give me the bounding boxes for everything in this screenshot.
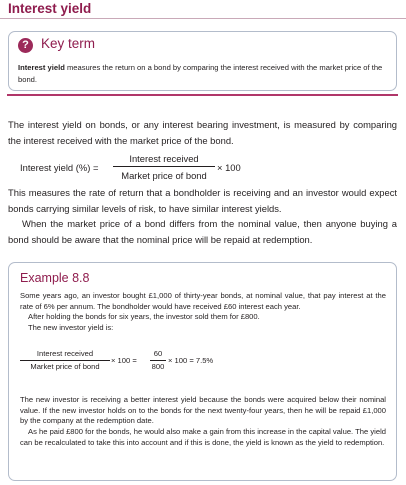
example-box [8, 262, 397, 481]
body-paragraph-3: When the market price of a bond differs from the nominal value, then anyone buying a bond should be aware that the nominal price will be repaid at redemption. [8, 218, 397, 245]
example-fraction-1 [20, 349, 110, 372]
example-title: Example 8.8 [20, 271, 90, 285]
key-term-definition [18, 62, 388, 86]
example-times-1: × 100 = [111, 356, 137, 365]
example-denominator-2: 800 [151, 362, 165, 371]
formula-numerator: Interest received [129, 153, 199, 164]
example-numerator-2: 60 [153, 349, 163, 358]
example-paragraph-1: Some years ago, an investor bought £1,000 of thirty-year bonds, at nominal value, that pay interest at the rate of 6% per annum. The bondholder would have received £60 interest each year. [20, 291, 386, 311]
key-term-term: Interest yield [18, 63, 65, 72]
key-term-box [8, 31, 397, 91]
key-term-heading: Key term [41, 36, 96, 51]
title-divider [0, 18, 406, 19]
example-paragraph-4: The new investor is receiving a better interest yield because the bonds were acquired below their nominal value. If the new investor holds on to the bonds for the next twenty-four years, then he will be repaid £1,000 by the company at the redemption date. [20, 395, 386, 426]
body-paragraph-2: This measures the rate of return that a bondholder is receiving and an investor would expect bonds carrying similar levels of risk, to have similar interest yields. [8, 187, 397, 214]
formula-rhs: × 100 [217, 162, 241, 173]
body-paragraph-1: The interest yield on bonds, or any interest bearing investment, is measured by comparing the interest received with the market price of the bond. [8, 119, 397, 146]
key-term-underline [7, 94, 398, 96]
formula-fraction [113, 152, 215, 182]
example-paragraph-2: After holding the bonds for six years, the investor sold them for £800. [28, 312, 260, 321]
example-paragraph-3: The new investor yield is: [28, 322, 114, 332]
key-term-definition-text: measures the return on a bond by comparing the interest received with the market price of the bond. [18, 63, 383, 84]
formula-denominator: Market price of bond [121, 170, 207, 181]
example-fraction-2 [150, 349, 166, 372]
fraction-bar [150, 360, 166, 361]
section-title: Interest yield [8, 1, 92, 16]
example-numerator-1: Interest received [36, 349, 94, 358]
key-term-icon: ? [18, 38, 33, 53]
formula-lhs: Interest yield (%) = [20, 162, 99, 173]
fraction-bar [113, 166, 215, 167]
example-paragraph-5: As he paid £800 for the bonds, he would also make a gain from this increase in the capital value. The yield can be recalculated to take this into account and if this is done, the yield is known as the yield to redemption. [20, 427, 386, 447]
example-denominator-1: Market price of bond [30, 362, 100, 371]
fraction-bar [20, 360, 110, 361]
example-result: × 100 = 7.5% [168, 356, 214, 365]
